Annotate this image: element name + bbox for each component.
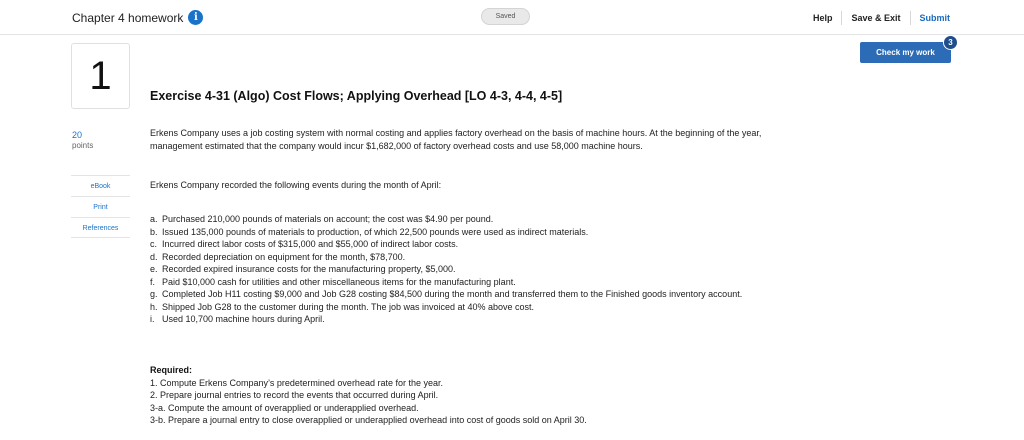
list-item	[150, 313, 810, 326]
points-label: points	[72, 141, 94, 150]
saved-status-badge: Saved	[481, 8, 530, 25]
print-link[interactable]: Print	[71, 196, 130, 217]
divider	[841, 11, 842, 25]
event-text: Paid $10,000 cash for utilities and other miscellaneous items for the manufacturing plant.	[162, 276, 516, 287]
required-item: 3-a. Compute the amount of overapplied or underapplied overhead.	[150, 402, 419, 413]
help-button[interactable]: Help	[812, 13, 833, 23]
list-marker: d.	[150, 251, 158, 262]
list-marker: i.	[150, 314, 155, 324]
list-item	[150, 238, 810, 251]
save-exit-button[interactable]: Save & Exit	[851, 13, 901, 23]
list-marker: c.	[150, 239, 158, 249]
event-text: Issued 135,000 pounds of materials to production, of which 22,500 pounds were used as indirect materials.	[162, 226, 589, 237]
events-list	[150, 213, 810, 326]
exercise-intro: Erkens Company uses a job costing system with normal costing and applies factory overhead on the basis of machine hours. At the beginning of the year, management estimated that the company would incur $1,682,000 of factory overhead costs and use 58,000 machine hours.	[150, 128, 762, 151]
required-heading: Required:	[150, 365, 193, 375]
question-number: 1	[71, 43, 130, 109]
list-item	[150, 226, 810, 239]
required-item: 2. Prepare journal entries to record the events that occurred during April.	[150, 390, 439, 400]
exercise-title: Exercise 4-31 (Algo) Cost Flows; Applying Overhead [LO 4-3, 4-4, 4-5]	[150, 89, 563, 103]
divider	[910, 11, 911, 25]
list-marker: g.	[150, 289, 158, 299]
submit-button[interactable]: Submit	[919, 13, 950, 23]
list-marker: e.	[150, 264, 158, 274]
list-item	[150, 263, 810, 276]
list-item	[150, 288, 810, 301]
resource-links	[71, 175, 130, 238]
event-text: Completed Job H11 costing $9,000 and Job G28 costing $84,500 during the month and transferred them to the Finished goods inventory account.	[162, 289, 743, 299]
required-section	[150, 364, 810, 427]
event-text: Shipped Job G28 to the customer during the month. The job was invoiced at 40% above cost.	[162, 301, 535, 312]
list-marker: b.	[150, 226, 158, 237]
exercise-header	[150, 89, 810, 103]
points-value: 20	[72, 130, 83, 140]
list-item	[150, 301, 810, 314]
assignment-title	[72, 10, 203, 25]
ebook-link[interactable]: eBook	[71, 175, 130, 196]
event-text: Incurred direct labor costs of $315,000 and $55,000 of indirect labor costs.	[162, 239, 459, 249]
list-item	[150, 213, 810, 226]
list-item	[150, 276, 810, 289]
top-bar	[0, 0, 1024, 35]
event-text: Recorded expired insurance costs for the manufacturing property, $5,000.	[162, 264, 456, 274]
check-my-work-button[interactable]: Check my work	[860, 42, 951, 63]
list-item	[150, 251, 810, 264]
list-marker: f.	[150, 276, 156, 287]
points-block	[72, 130, 93, 150]
list-marker: a.	[150, 214, 158, 224]
event-text: Recorded depreciation on equipment for the month, $78,700.	[162, 251, 406, 262]
event-text: Used 10,700 machine hours during April.	[162, 314, 325, 324]
assignment-title-label: Chapter 4 homework	[72, 10, 184, 25]
top-actions	[813, 11, 950, 25]
references-link[interactable]: References	[71, 217, 130, 238]
list-marker: h.	[150, 301, 158, 312]
required-item: 1. Compute Erkens Company’s predetermined overhead rate for the year.	[150, 377, 443, 388]
required-item: 3-b. Prepare a journal entry to close overapplied or underapplied overhead into cost of goods sold on April 30.	[150, 415, 587, 425]
event-text: Purchased 210,000 pounds of materials on account; the cost was $4.90 per pound.	[162, 214, 494, 224]
info-icon[interactable]: i	[188, 10, 203, 25]
events-intro: Erkens Company recorded the following events during the month of April:	[150, 180, 442, 190]
check-attempts-badge: 3	[943, 35, 958, 50]
